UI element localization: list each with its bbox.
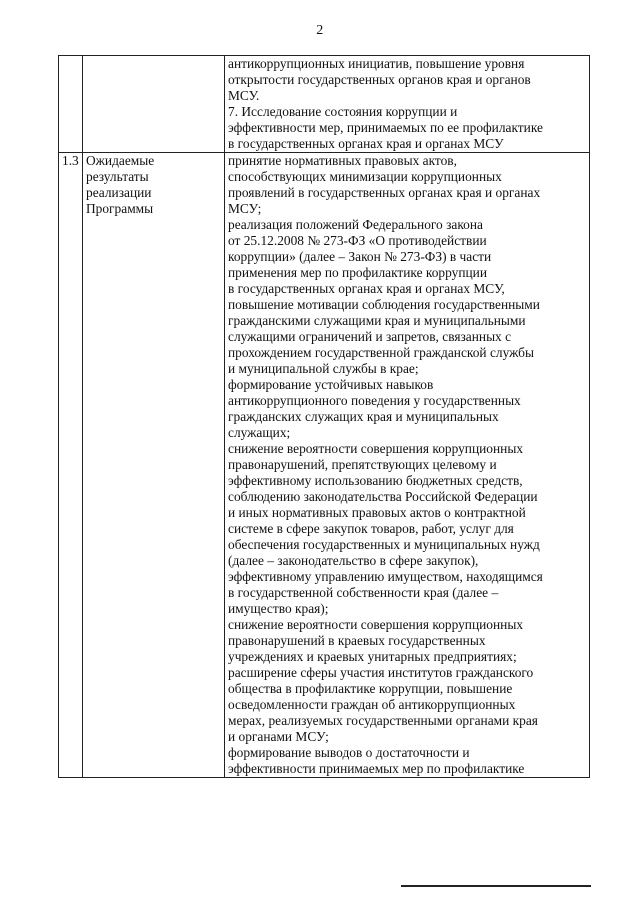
text-line: от 25.12.2008 № 273-ФЗ «О противодействии (228, 233, 487, 248)
row-name-line: реализации (86, 185, 152, 200)
text-line: в государственных органах края и органах МСУ, (228, 281, 505, 296)
text-line: 7. Исследование состояния коррупции и (228, 104, 458, 119)
text-line: правонарушений, препятствующих целевому и (228, 457, 497, 472)
text-line: антикоррупционного поведения у государственных (228, 393, 521, 408)
text-line: применения мер по профилактике коррупции (228, 265, 487, 280)
text-line: в государственных органах края и органах МСУ (228, 136, 504, 151)
text-line: служащих; (228, 425, 291, 440)
text-line: системе в сфере закупок товаров, работ, услуг для (228, 521, 514, 536)
text-line: и органами МСУ; (228, 729, 329, 744)
text-line: снижение вероятности совершения коррупционных (228, 617, 524, 632)
text-line: формирование устойчивых навыков (228, 377, 434, 392)
text-line: открытости государственных органов края и органов (228, 72, 531, 87)
text-line: способствующих минимизации коррупционных (228, 169, 502, 184)
table-row-continuation (59, 56, 590, 153)
row-content-cell (225, 56, 590, 153)
text-line: осведомленности граждан об антикоррупционных (228, 697, 516, 712)
text-line: (далее – законодательство в сфере закупок), (228, 553, 479, 568)
text-line: антикоррупционных инициатив, повышение уровня (228, 56, 525, 71)
text-line: мерах, реализуемых государственными органами края (228, 713, 538, 728)
text-line: имущество края); (228, 601, 329, 616)
text-line: правонарушений в краевых государственных (228, 633, 486, 648)
text-line: эффективному использованию бюджетных средств, (228, 473, 523, 488)
text-line: эффективности принимаемых мер по профилактике (228, 761, 525, 776)
row-number-cell: 1.3 (59, 153, 83, 778)
text-line: гражданскими служащими края и муниципальными (228, 313, 526, 328)
text-line: формирование выводов о достаточности и (228, 745, 470, 760)
text-line: и муниципальной службы в крае; (228, 361, 419, 376)
text-line: в государственной собственности края (далее – (228, 585, 499, 600)
text-line: служащими ограничений и запретов, связанных с (228, 329, 512, 344)
row-name-cell (83, 153, 225, 778)
text-line: обеспечения государственных и муниципальных нужд (228, 537, 540, 552)
text-line: гражданских служащих края и муниципальных (228, 409, 499, 424)
text-line: расширение сферы участия институтов гражданского (228, 665, 534, 680)
row-name-line: результаты (86, 169, 149, 184)
text-line: проявлений в государственных органах края и органах (228, 185, 541, 200)
text-line: повышение мотивации соблюдения государственными (228, 297, 540, 312)
text-line: МСУ. (228, 88, 260, 103)
text-line: эффективности мер, принимаемых по ее профилактике (228, 120, 543, 135)
row-name-cell (83, 56, 225, 153)
row-name-line: Ожидаемые (86, 153, 155, 168)
text-line: коррупции» (далее – Закон № 273-ФЗ) в части (228, 249, 492, 264)
text-line: эффективному управлению имуществом, находящимся (228, 569, 543, 584)
text-line: и иных нормативных правовых актов о контрактной (228, 505, 526, 520)
text-line: общества в профилактике коррупции, повышение (228, 681, 513, 696)
text-line: МСУ; (228, 201, 262, 216)
row-content-cell (225, 153, 590, 778)
page-number: 2 (316, 23, 324, 38)
text-line: реализация положений Федерального закона (228, 217, 483, 232)
row-name-line: Программы (86, 201, 154, 216)
text-line: соблюдению законодательства Российской Федерации (228, 489, 538, 504)
program-passport-table (58, 55, 590, 778)
text-line: прохождением государственной гражданской службы (228, 345, 534, 360)
text-line: принятие нормативных правовых актов, (228, 153, 457, 168)
footer-rule (401, 885, 591, 887)
row-number-cell (59, 56, 83, 153)
text-line: снижение вероятности совершения коррупционных (228, 441, 524, 456)
table-row-expected-results (59, 153, 590, 778)
text-line: учреждениях и краевых унитарных предприятиях; (228, 649, 517, 664)
